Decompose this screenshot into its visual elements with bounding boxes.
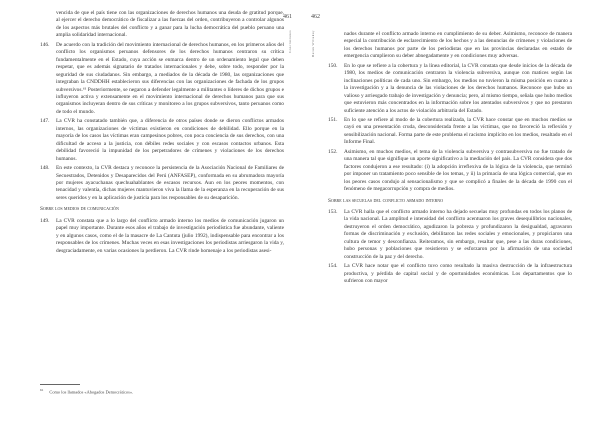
paragraph-number: 147. <box>40 118 50 125</box>
section-title: Sobre los medios de comunicación <box>40 206 119 213</box>
section-title: Sobre las secuelas del conflicto armado interno <box>328 197 444 204</box>
running-head-left: Conclusiones <box>288 30 292 54</box>
right-page-text <box>328 31 572 288</box>
paragraph-number: 154. <box>328 263 338 270</box>
page-number-left: 461 <box>283 14 292 20</box>
paragraph-continuation: vencida de que el país tiene con las organizaciones de derechos humanos una deuda de gratitud porque, al ejercer el derecho democrático de fiscalizar a las fuerzas del orden, contribuyeron a controlar algunos de los aspectos más brutales del conflicto y a ganar para la lucha democrática del pueblo peruano una amplia solidaridad internacional. <box>56 10 284 39</box>
paragraph-text: En lo que se refiere a la cobertura y la línea editorial, la CVR constata que desde inicios de la década de 1980, los medios de comunicación centraron la violencia subversiva, aunque con matices según las inclinaciones políticas de cada uno. Sin embargo, los medios no tuvieron la misma posición en cuanto a la investigación y a la denuncia de las violaciones de los derechos humanos. Reconoce que hubo un valioso y arriesgado trabajo de investigación y denuncia; pero, al mismo tiempo, señala que hubo medios que estuvieron más concentrados en la información sobre los atentados subversivos y que no prestaron suficiente atención a los actos de violación arbitraria del Estado. <box>344 62 572 114</box>
paragraph-number: 153. <box>328 208 338 215</box>
paragraph-147 <box>40 118 284 163</box>
paragraph-153 <box>328 209 572 261</box>
paragraph-150 <box>328 63 572 115</box>
footnote-text: Como los llamados «Abogados Democráticos». <box>49 389 134 395</box>
paragraph-148 <box>40 165 284 202</box>
paragraph-number: 146. <box>40 41 50 48</box>
footnote-mark: 61 <box>40 388 44 392</box>
paragraph-text: La CVR halla que el conflicto armado interno ha dejado secuelas muy profundas en todos los planos de la vida nacional. La amplitud e intensidad del conflicto acentuaron los graves desequilibrios nacionales, destruyeron el orden democrático, agudizaron la pobreza y profundizaron la desigualdad, agravaron formas de discriminación y exclusión, debilitaron las redes sociales y emocionales, y propiciaron una cultura de temor y desconfianza. Reiteramos, sin embargo, resaltar que, pese a las duras condiciones, hubo personas y poblaciones que resistieron y se esforzaron por la afirmación de una sociedad construcción de la paz y del derecho. <box>344 208 572 260</box>
paragraph-number: 152. <box>328 148 338 155</box>
paragraph-text: La CVR hace notar que el conflicto tuvo como resultado la masiva destrucción de la infraestructura productiva, y pérdida de capital social y de oportunidades económicas. Los departamentos que lo sufrieron con mayor <box>344 263 572 285</box>
paragraph-text: La CVR constata que a lo largo del conflicto armado interno los medios de comunicación jugaron un papel muy importante. Durante esos años el trabajo de investigación periodística fue abundante, valiente y en algunos casos, como el de la masacre de La Cantuta (julio 1992), indispensable para encontrar a los responsables de los crímenes. Muchas veces en esas investigaciones los periodistas arriesgaron la vida y, desgraciadamente, en varias ocasiones la perdieron. La CVR rinde homenaje a los periodistas asesi- <box>56 217 284 254</box>
right-page <box>300 0 600 431</box>
paragraph-text: Asimismo, en muchos medios, el tema de la violencia subversiva y contrasubversiva no fue tratado de una manera tal que signifique un aporte significativo a la mediación del país. La CVR considera que dos factores condujeron a ese resultado: (i) la adopción irreflexiva de la lógica de la violencia, que terminó por imponer un tratamiento poco sensible de los temas, y ii) la primacía de una lógica comercial, que en los peores casos condujo al sensacionalismo y que se complicó a finales de la década de 1990 con el fenómeno de megacorrupción y compra de medios. <box>344 148 572 193</box>
running-head-right: Hatun Willakuy <box>311 30 315 58</box>
paragraph-text: En este contexto, la CVR destaca y reconoce la persistencia de la Asociación Nacional de Familiares de Secuestrados, Detenidos y Desaparecidos del Perú (ANFASEP), conformada en su abrumadora mayoría por mujeres ayacuchanas quechuahablantes de escasos recursos. Aun en los peores momentos, con tenacidad y valentía, dichas mujeres mantuvieron viva la llama de la esperanza en la recuperación de sus seres queridos y en la aplicación de justicia para los responsables de su desaparición. <box>56 165 284 201</box>
left-page-text <box>40 10 284 257</box>
paragraph-text: La CVR ha constatado también que, a diferencia de otros países donde se dieron conflictos armados internos, las organizaciones de víctimas existieron en condiciones de debilidad. Ello porque en la mayoría de los casos las víctimas eran campesinos pobres, con poca conciencia de sus derechos, con una dificultad de acceso a la justicia, con débiles redes sociales y con escasos contactos urbanos. Esta debilidad favoreció la impunidad de los perpetradores de crímenes y violaciones de los derechos humanos. <box>56 118 284 162</box>
paragraph-continuation: nados durante el conflicto armado interno en cumplimiento de su deber. Asimismo, reconoce de manera especial la contribución de esclarecimiento de los hechos y a las denuncias de crímenes y violaciones de los derechos humanos por parte de los periodistas que en las provincias declaradas en estado de emergencia cumplieron su deber abnegadamente y en condiciones muy adversas. <box>344 31 572 60</box>
paragraph-number: 149. <box>40 217 50 224</box>
footnote <box>40 388 133 394</box>
paragraph-number: 150. <box>328 62 338 69</box>
paragraph-146 <box>40 42 284 117</box>
paragraph-152 <box>328 149 572 194</box>
footnote-rule <box>40 384 80 385</box>
paragraph-number: 148. <box>40 165 50 172</box>
paragraph-151 <box>328 117 572 147</box>
paragraph-text: En lo que se refiere al modo de la cobertura realizada, la CVR hace constar que en muchos medios se cayó en una presentación cruda, desconsiderada frente a las víctimas, que no favoreció la reflexión y sensibilización nacional. Forma parte de este problema el racismo implícito en los medios, resaltado en el Informe Final. <box>344 116 572 146</box>
paragraph-number: 151. <box>328 116 338 123</box>
page-number-right: 462 <box>311 14 320 20</box>
paragraph-149 <box>40 218 284 255</box>
paragraph-154 <box>328 263 572 285</box>
paragraph-text: De acuerdo con la tradición del movimiento internacional de derechos humanos, en los primeros años del conflicto los organismos peruanos defensores de los derechos humanos centraron su crítica fundamentalmente en el Estado, cuya acción se enmarca dentro de un ordenamiento legal que deben respetar, que es además signatario de tratados internacionales y debe, sobre todo, responder por la seguridad de sus ciudadanos. Sin embargo, a mediados de la década de 1980, las organizaciones que integraban la CNDDHH establecieron sus diferencias con las organizaciones de fachada de los grupos subversivos.⁶¹ Posteriormente, se negaron a defender legalmente a militantes o líderes de dichos grupos e influyeron activa y extensamente en el movimiento internacional de derechos humanos para que sus organismos incluyeran dentro de sus críticas y monitoreo a los grupos subversivos, tanto peruanos como de todo el mundo. <box>56 41 284 115</box>
